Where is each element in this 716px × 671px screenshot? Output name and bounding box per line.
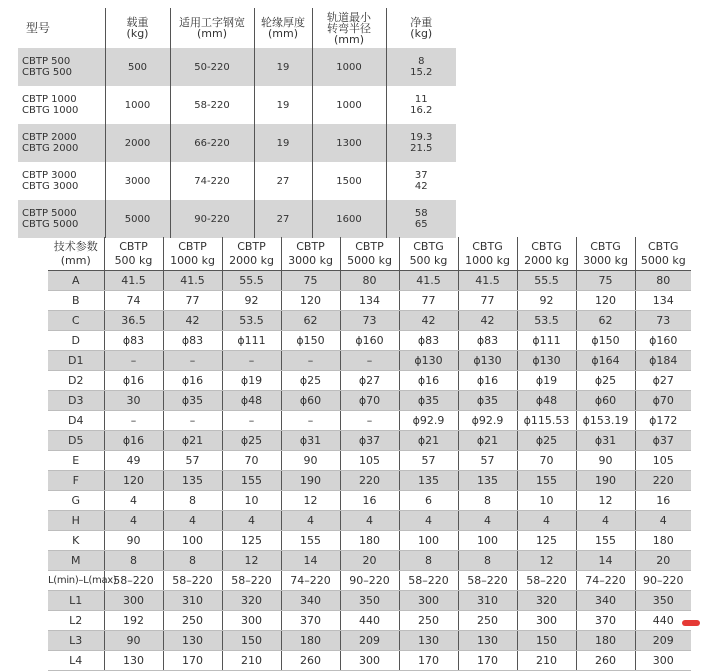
- param-value-cell: –: [340, 351, 399, 371]
- param-row: [48, 531, 691, 551]
- param-value-cell: 170: [458, 651, 517, 671]
- spec-row: [18, 200, 456, 238]
- param-value-cell: 370: [576, 611, 635, 631]
- brand-mark-icon: [682, 620, 700, 626]
- param-value-cell: –: [104, 351, 163, 371]
- param-row-label: D2: [48, 371, 104, 391]
- param-value-cell: –: [222, 351, 281, 371]
- param-value-cell: ϕ70: [635, 391, 691, 411]
- param-column-header: CBTG 3000 kg: [576, 237, 635, 271]
- param-value-cell: 8: [458, 551, 517, 571]
- param-value-cell: ϕ16: [104, 431, 163, 451]
- param-value-cell: ϕ31: [576, 431, 635, 451]
- param-value-cell: 210: [517, 651, 576, 671]
- param-value-cell: ϕ19: [517, 371, 576, 391]
- param-row-label: E: [48, 451, 104, 471]
- param-value-cell: 41.5: [399, 271, 458, 291]
- param-value-cell: ϕ150: [281, 331, 340, 351]
- param-value-cell: 150: [517, 631, 576, 651]
- param-value-cell: 75: [576, 271, 635, 291]
- param-value-cell: ϕ83: [399, 331, 458, 351]
- param-value-cell: ϕ184: [635, 351, 691, 371]
- param-value-cell: ϕ130: [399, 351, 458, 371]
- param-value-cell: 150: [222, 631, 281, 651]
- param-value-cell: 135: [458, 471, 517, 491]
- param-column-header: CBTP 500 kg: [104, 237, 163, 271]
- param-value-cell: 440: [340, 611, 399, 631]
- param-value-cell: 12: [517, 551, 576, 571]
- param-value-cell: ϕ25: [517, 431, 576, 451]
- param-value-cell: ϕ21: [399, 431, 458, 451]
- spec-header-cell: 型号: [26, 20, 51, 35]
- param-row-label: L4: [48, 651, 104, 671]
- param-value-cell: 134: [340, 291, 399, 311]
- param-value-cell: 350: [340, 591, 399, 611]
- spec-cell-model: CBTP 2000 CBTG 2000: [18, 124, 105, 162]
- param-column-header: CBTP 5000 kg: [340, 237, 399, 271]
- param-row: [48, 551, 691, 571]
- param-value-cell: 340: [281, 591, 340, 611]
- param-header-label: 技术参数 (mm): [48, 237, 104, 271]
- param-column-header: CBTG 1000 kg: [458, 237, 517, 271]
- param-value-cell: 260: [281, 651, 340, 671]
- param-value-cell: 58–220: [163, 571, 222, 591]
- param-value-cell: ϕ27: [340, 371, 399, 391]
- param-value-cell: –: [163, 351, 222, 371]
- param-value-cell: 180: [576, 631, 635, 651]
- param-value-cell: ϕ130: [458, 351, 517, 371]
- spec-cell-radius: 1000: [312, 48, 386, 86]
- spec-cell-flange: 19: [254, 86, 312, 124]
- param-value-cell: 130: [104, 651, 163, 671]
- param-value-cell: ϕ21: [163, 431, 222, 451]
- spec-header-row: [18, 8, 456, 48]
- param-value-cell: 10: [222, 491, 281, 511]
- param-row: [48, 291, 691, 311]
- spec-cell-beam: 66-220: [170, 124, 254, 162]
- param-value-cell: 155: [576, 531, 635, 551]
- param-value-cell: ϕ164: [576, 351, 635, 371]
- param-value-cell: 62: [576, 311, 635, 331]
- param-value-cell: 20: [635, 551, 691, 571]
- param-row-label: A: [48, 271, 104, 291]
- spec-cell-load: 2000: [105, 124, 170, 162]
- param-value-cell: 73: [635, 311, 691, 331]
- param-value-cell: 14: [576, 551, 635, 571]
- param-value-cell: 53.5: [517, 311, 576, 331]
- spec-cell-radius: 1300: [312, 124, 386, 162]
- param-value-cell: 57: [163, 451, 222, 471]
- param-value-cell: 4: [104, 491, 163, 511]
- param-value-cell: 70: [517, 451, 576, 471]
- param-value-cell: 300: [517, 611, 576, 631]
- spec-table: [18, 8, 456, 238]
- param-value-cell: ϕ35: [163, 391, 222, 411]
- spec-header-cell: 载重 (kg): [105, 8, 170, 48]
- param-value-cell: 170: [163, 651, 222, 671]
- param-row: [48, 571, 691, 591]
- param-value-cell: 4: [399, 511, 458, 531]
- param-value-cell: ϕ37: [340, 431, 399, 451]
- param-row-label: D: [48, 331, 104, 351]
- param-value-cell: 370: [281, 611, 340, 631]
- param-value-cell: ϕ111: [222, 331, 281, 351]
- param-value-cell: 135: [163, 471, 222, 491]
- param-value-cell: 90–220: [635, 571, 691, 591]
- param-value-cell: ϕ16: [104, 371, 163, 391]
- param-row: [48, 391, 691, 411]
- param-value-cell: ϕ83: [163, 331, 222, 351]
- spec-cell-weight: 11 16.2: [386, 86, 456, 124]
- param-row-label: D3: [48, 391, 104, 411]
- param-row-label: L(min)–L(max): [48, 571, 104, 591]
- param-value-cell: 55.5: [517, 271, 576, 291]
- param-column-header: CBTG 5000 kg: [635, 237, 691, 271]
- param-row-label: D4: [48, 411, 104, 431]
- param-value-cell: ϕ70: [340, 391, 399, 411]
- param-row: [48, 371, 691, 391]
- param-value-cell: 4: [281, 511, 340, 531]
- param-value-cell: 4: [340, 511, 399, 531]
- param-row-label: G: [48, 491, 104, 511]
- param-value-cell: ϕ48: [222, 391, 281, 411]
- param-value-cell: 340: [576, 591, 635, 611]
- param-column-header: CBTG 500 kg: [399, 237, 458, 271]
- param-value-cell: ϕ153.19: [576, 411, 635, 431]
- param-value-cell: 250: [399, 611, 458, 631]
- param-value-cell: 70: [222, 451, 281, 471]
- param-value-cell: 250: [163, 611, 222, 631]
- spec-cell-flange: 27: [254, 162, 312, 200]
- spec-cell-beam: 74-220: [170, 162, 254, 200]
- param-value-cell: ϕ35: [399, 391, 458, 411]
- spec-cell-beam: 58-220: [170, 86, 254, 124]
- spec-row: [18, 162, 456, 200]
- param-value-cell: 135: [399, 471, 458, 491]
- param-row-label: H: [48, 511, 104, 531]
- param-row: [48, 271, 691, 291]
- spec-cell-beam: 50-220: [170, 48, 254, 86]
- param-value-cell: 209: [340, 631, 399, 651]
- param-value-cell: 350: [635, 591, 691, 611]
- spec-cell-model: CBTP 500 CBTG 500: [18, 48, 105, 86]
- param-value-cell: 16: [635, 491, 691, 511]
- spec-cell-flange: 19: [254, 48, 312, 86]
- param-value-cell: 170: [399, 651, 458, 671]
- param-value-cell: 130: [163, 631, 222, 651]
- param-value-cell: 180: [340, 531, 399, 551]
- param-value-cell: 4: [576, 511, 635, 531]
- parameter-table: [48, 237, 691, 671]
- param-value-cell: 310: [163, 591, 222, 611]
- param-value-cell: –: [340, 411, 399, 431]
- spec-cell-model: CBTP 5000 CBTG 5000: [18, 200, 105, 238]
- param-value-cell: 105: [340, 451, 399, 471]
- param-row: [48, 311, 691, 331]
- param-value-cell: 92: [517, 291, 576, 311]
- param-row-label: F: [48, 471, 104, 491]
- param-value-cell: 209: [635, 631, 691, 651]
- spec-cell-load: 3000: [105, 162, 170, 200]
- spec-row: [18, 86, 456, 124]
- param-value-cell: 12: [281, 491, 340, 511]
- param-value-cell: 57: [399, 451, 458, 471]
- param-value-cell: 58–220: [458, 571, 517, 591]
- param-value-cell: 12: [222, 551, 281, 571]
- param-value-cell: 4: [635, 511, 691, 531]
- spec-header-cell: 轮缘厚度 (mm): [254, 8, 312, 48]
- param-column-header: CBTP 3000 kg: [281, 237, 340, 271]
- param-value-cell: 105: [635, 451, 691, 471]
- spec-header-cell: 净重 (kg): [386, 8, 456, 48]
- param-row: [48, 411, 691, 431]
- param-column-header: CBTP 1000 kg: [163, 237, 222, 271]
- param-value-cell: 74: [104, 291, 163, 311]
- param-value-cell: 310: [458, 591, 517, 611]
- param-row-label: B: [48, 291, 104, 311]
- param-value-cell: 74–220: [281, 571, 340, 591]
- param-row-label: D5: [48, 431, 104, 451]
- param-row-label: K: [48, 531, 104, 551]
- param-value-cell: 8: [458, 491, 517, 511]
- param-value-cell: 134: [635, 291, 691, 311]
- param-value-cell: 8: [163, 551, 222, 571]
- param-value-cell: ϕ60: [576, 391, 635, 411]
- spec-cell-flange: 19: [254, 124, 312, 162]
- param-value-cell: ϕ27: [635, 371, 691, 391]
- param-column-header: CBTG 2000 kg: [517, 237, 576, 271]
- param-value-cell: ϕ150: [576, 331, 635, 351]
- param-value-cell: 4: [458, 511, 517, 531]
- spec-cell-weight: 37 42: [386, 162, 456, 200]
- param-value-cell: 20: [340, 551, 399, 571]
- param-value-cell: 49: [104, 451, 163, 471]
- param-value-cell: 155: [517, 471, 576, 491]
- param-value-cell: 42: [163, 311, 222, 331]
- param-value-cell: 125: [222, 531, 281, 551]
- param-value-cell: 80: [635, 271, 691, 291]
- param-value-cell: 120: [576, 291, 635, 311]
- param-value-cell: ϕ35: [458, 391, 517, 411]
- param-row: [48, 491, 691, 511]
- param-value-cell: ϕ172: [635, 411, 691, 431]
- spec-header-cell: 轨道最小 转弯半径 (mm): [312, 8, 386, 48]
- param-row: [48, 631, 691, 651]
- param-value-cell: 192: [104, 611, 163, 631]
- param-value-cell: 90–220: [340, 571, 399, 591]
- param-row: [48, 351, 691, 371]
- param-value-cell: 73: [340, 311, 399, 331]
- param-value-cell: 30: [104, 391, 163, 411]
- param-value-cell: 155: [281, 531, 340, 551]
- param-value-cell: 55.5: [222, 271, 281, 291]
- param-value-cell: 42: [458, 311, 517, 331]
- param-value-cell: 77: [399, 291, 458, 311]
- param-value-cell: 320: [517, 591, 576, 611]
- param-value-cell: ϕ92.9: [399, 411, 458, 431]
- param-row-label: C: [48, 311, 104, 331]
- param-value-cell: 190: [281, 471, 340, 491]
- param-value-cell: 53.5: [222, 311, 281, 331]
- param-value-cell: 210: [222, 651, 281, 671]
- spec-cell-load: 1000: [105, 86, 170, 124]
- param-row-label: D1: [48, 351, 104, 371]
- param-value-cell: 90: [281, 451, 340, 471]
- param-value-cell: 8: [163, 491, 222, 511]
- param-value-cell: ϕ16: [163, 371, 222, 391]
- param-header-row: [48, 237, 691, 271]
- param-value-cell: 92: [222, 291, 281, 311]
- param-value-cell: 125: [517, 531, 576, 551]
- param-column-header: CBTP 2000 kg: [222, 237, 281, 271]
- param-value-cell: 58–220: [399, 571, 458, 591]
- param-value-cell: 155: [222, 471, 281, 491]
- param-value-cell: ϕ21: [458, 431, 517, 451]
- param-row-label: M: [48, 551, 104, 571]
- param-value-cell: ϕ60: [281, 391, 340, 411]
- param-value-cell: 120: [104, 471, 163, 491]
- param-value-cell: 8: [399, 551, 458, 571]
- param-value-cell: –: [104, 411, 163, 431]
- param-value-cell: 58–220: [104, 571, 163, 591]
- param-row: [48, 591, 691, 611]
- param-value-cell: 4: [104, 511, 163, 531]
- param-value-cell: 8: [104, 551, 163, 571]
- param-value-cell: 16: [340, 491, 399, 511]
- param-value-cell: ϕ25: [576, 371, 635, 391]
- param-value-cell: 300: [340, 651, 399, 671]
- param-value-cell: ϕ19: [222, 371, 281, 391]
- param-value-cell: 4: [163, 511, 222, 531]
- param-value-cell: ϕ160: [340, 331, 399, 351]
- param-value-cell: 12: [576, 491, 635, 511]
- param-value-cell: 440: [635, 611, 691, 631]
- spec-cell-weight: 8 15.2: [386, 48, 456, 86]
- spec-cell-load: 500: [105, 48, 170, 86]
- param-row: [48, 511, 691, 531]
- param-value-cell: 250: [458, 611, 517, 631]
- param-value-cell: 220: [340, 471, 399, 491]
- param-value-cell: –: [163, 411, 222, 431]
- param-value-cell: ϕ25: [222, 431, 281, 451]
- spec-row: [18, 48, 456, 86]
- param-row: [48, 331, 691, 351]
- param-value-cell: 300: [399, 591, 458, 611]
- spec-cell-load: 5000: [105, 200, 170, 238]
- param-value-cell: 41.5: [458, 271, 517, 291]
- param-value-cell: 77: [458, 291, 517, 311]
- param-value-cell: 41.5: [163, 271, 222, 291]
- spec-cell-weight: 19.3 21.5: [386, 124, 456, 162]
- param-value-cell: 130: [399, 631, 458, 651]
- param-value-cell: ϕ25: [281, 371, 340, 391]
- param-row: [48, 431, 691, 451]
- param-value-cell: 36.5: [104, 311, 163, 331]
- param-value-cell: 74–220: [576, 571, 635, 591]
- param-value-cell: 320: [222, 591, 281, 611]
- param-value-cell: –: [222, 411, 281, 431]
- param-value-cell: 62: [281, 311, 340, 331]
- param-row: [48, 611, 691, 631]
- spec-cell-weight: 58 65: [386, 200, 456, 238]
- param-value-cell: 42: [399, 311, 458, 331]
- spec-header-cell: 适用工字钢宽 (mm): [170, 8, 254, 48]
- param-value-cell: 300: [635, 651, 691, 671]
- param-value-cell: 120: [281, 291, 340, 311]
- param-value-cell: 41.5: [104, 271, 163, 291]
- spec-row: [18, 124, 456, 162]
- spec-cell-beam: 90-220: [170, 200, 254, 238]
- param-value-cell: 6: [399, 491, 458, 511]
- param-value-cell: ϕ130: [517, 351, 576, 371]
- param-value-cell: 75: [281, 271, 340, 291]
- param-value-cell: 190: [576, 471, 635, 491]
- param-row: [48, 651, 691, 671]
- spec-cell-radius: 1600: [312, 200, 386, 238]
- param-value-cell: ϕ16: [458, 371, 517, 391]
- spec-cell-flange: 27: [254, 200, 312, 238]
- param-value-cell: 90: [104, 531, 163, 551]
- param-value-cell: 100: [399, 531, 458, 551]
- param-value-cell: 80: [340, 271, 399, 291]
- param-value-cell: 58–220: [222, 571, 281, 591]
- spec-cell-model: CBTP 3000 CBTG 3000: [22, 170, 79, 192]
- param-value-cell: 90: [104, 631, 163, 651]
- param-value-cell: 90: [576, 451, 635, 471]
- param-value-cell: 180: [281, 631, 340, 651]
- param-value-cell: ϕ31: [281, 431, 340, 451]
- param-row: [48, 471, 691, 491]
- param-value-cell: –: [281, 411, 340, 431]
- param-value-cell: 10: [517, 491, 576, 511]
- param-value-cell: 100: [458, 531, 517, 551]
- spec-cell-radius: 1000: [312, 86, 386, 124]
- param-row-label: L1: [48, 591, 104, 611]
- param-value-cell: 4: [222, 511, 281, 531]
- spec-cell-radius: 1500: [312, 162, 386, 200]
- param-value-cell: ϕ37: [635, 431, 691, 451]
- param-value-cell: ϕ160: [635, 331, 691, 351]
- param-value-cell: ϕ48: [517, 391, 576, 411]
- param-row-label: L3: [48, 631, 104, 651]
- spec-cell-model: CBTP 1000 CBTG 1000: [22, 94, 79, 116]
- param-value-cell: ϕ115.53: [517, 411, 576, 431]
- param-value-cell: 180: [635, 531, 691, 551]
- param-value-cell: 100: [163, 531, 222, 551]
- param-row-label: L2: [48, 611, 104, 631]
- param-value-cell: 14: [281, 551, 340, 571]
- param-value-cell: 300: [104, 591, 163, 611]
- param-row: [48, 451, 691, 471]
- param-value-cell: 300: [222, 611, 281, 631]
- param-value-cell: ϕ83: [104, 331, 163, 351]
- param-value-cell: 130: [458, 631, 517, 651]
- param-value-cell: 77: [163, 291, 222, 311]
- param-value-cell: 4: [517, 511, 576, 531]
- param-value-cell: ϕ83: [458, 331, 517, 351]
- param-value-cell: 58–220: [517, 571, 576, 591]
- param-value-cell: 220: [635, 471, 691, 491]
- param-value-cell: ϕ111: [517, 331, 576, 351]
- param-value-cell: 57: [458, 451, 517, 471]
- param-value-cell: ϕ16: [399, 371, 458, 391]
- param-value-cell: 260: [576, 651, 635, 671]
- param-value-cell: ϕ92.9: [458, 411, 517, 431]
- param-value-cell: –: [281, 351, 340, 371]
